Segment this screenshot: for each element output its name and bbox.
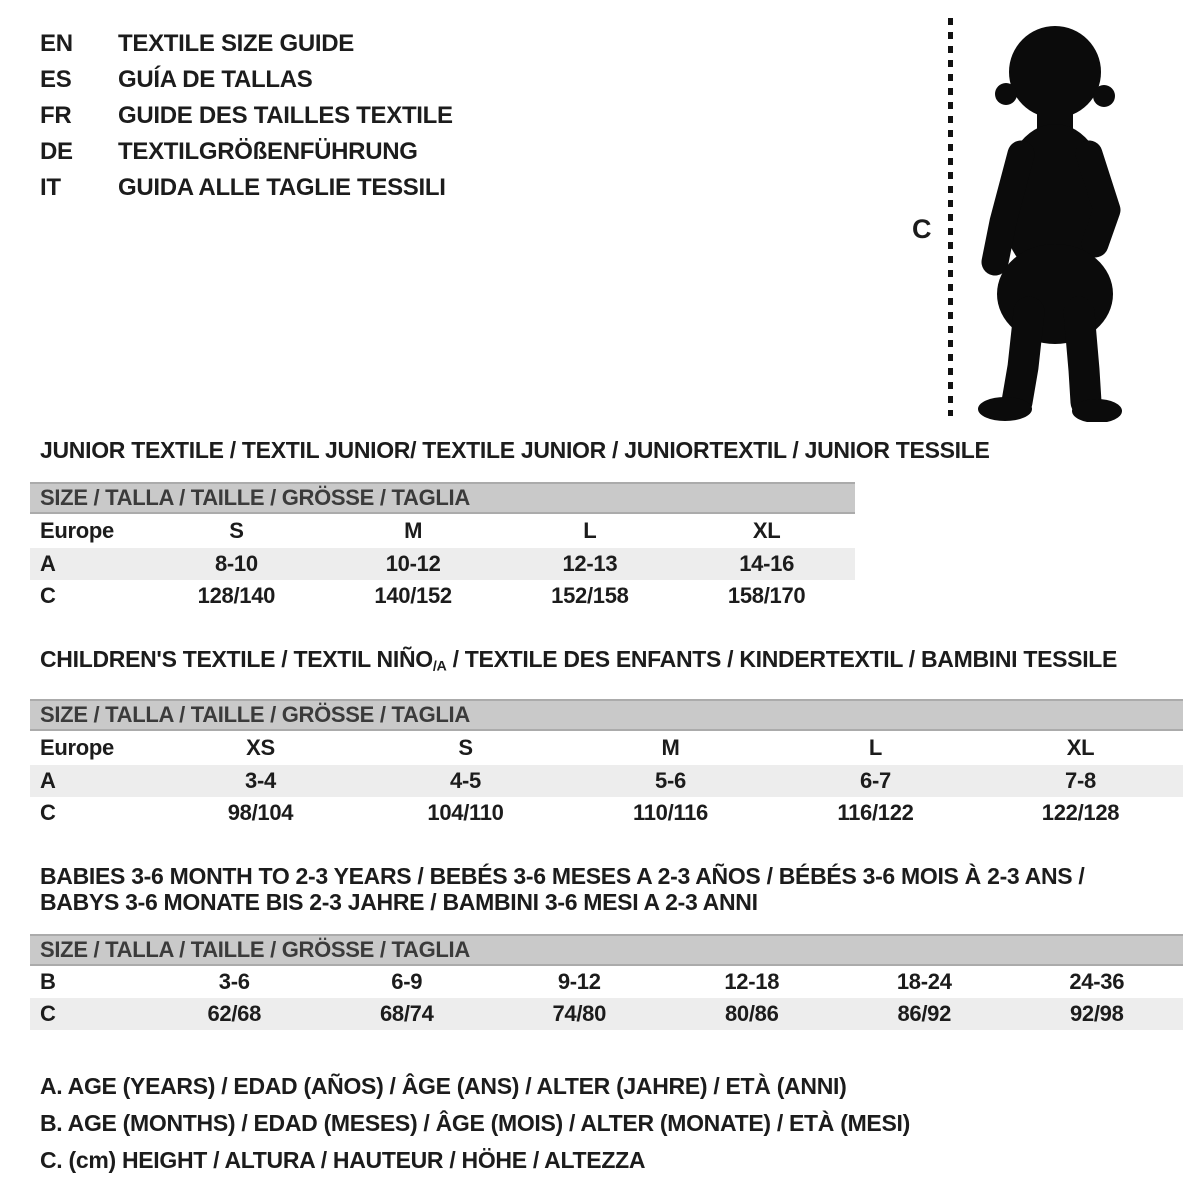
table-cell: 158/170	[727, 583, 806, 608]
table-row	[30, 797, 1183, 829]
language-row-en	[40, 26, 453, 62]
table-cell: 6-9	[391, 968, 423, 994]
table-cell: S	[229, 518, 244, 543]
language-code: IT	[40, 174, 61, 201]
table-row	[30, 548, 855, 580]
language-code: ES	[40, 66, 72, 93]
section-title-line2: BABYS 3-6 MONATE BIS 2-3 JAHRE / BAMBINI 3-6 MESI A 2-3 ANNI	[40, 888, 758, 915]
header	[0, 0, 1200, 430]
table-cell: 128/140	[197, 583, 276, 608]
children-size-table	[30, 699, 1183, 829]
size-bar: SIZE / TALLA / TAILLE / GRÖSSE / TAGLIA	[30, 934, 1183, 966]
table-cell: 92/98	[1069, 1000, 1124, 1026]
table-cell: Europe	[40, 734, 114, 760]
section-title: JUNIOR TEXTILE / TEXTIL JUNIOR/ TEXTILE JUNIOR / JUNIORTEXTIL / JUNIOR TESSILE	[40, 437, 990, 463]
table-cell: 86/92	[897, 1000, 952, 1026]
section-title-line1: BABIES 3-6 MONTH TO 2-3 YEARS / BEBÉS 3-6 MESES A 2-3 AÑOS / BÉBÉS 3-6 MOIS À 2-3 ANS /	[40, 862, 1085, 889]
table-cell: Europe	[40, 518, 114, 543]
junior-size-table	[30, 482, 855, 612]
table-cell: 62/68	[207, 1000, 262, 1026]
section-title-text: / TEXTILE DES ENFANTS / KINDERTEXTIL / BAMBINI TESSILE	[446, 646, 1118, 672]
section-babies-textile	[0, 863, 1200, 1030]
table-cell: 110/116	[633, 799, 708, 825]
table-cell: 140/152	[374, 583, 452, 608]
table-row	[30, 765, 1183, 797]
table-cell: L	[868, 734, 883, 760]
section-title	[40, 646, 1200, 680]
table-cell: S	[458, 734, 473, 760]
table-cell: 7-8	[1065, 767, 1096, 793]
table-cell: 18-24	[896, 968, 952, 994]
section-title-text: CHILDREN'S TEXTILE / TEXTIL NIÑO	[40, 646, 433, 672]
table-cell: XL	[1066, 734, 1095, 760]
table-cell: 5-6	[655, 767, 686, 793]
table-cell: C	[40, 583, 56, 608]
table-cell: A	[40, 551, 56, 576]
table-body	[30, 514, 855, 612]
table-body	[30, 731, 1183, 829]
language-row-fr	[40, 98, 453, 134]
height-dashed-line	[948, 18, 953, 416]
table-cell: 14-16	[739, 551, 795, 576]
table-cell: 152/158	[551, 583, 629, 608]
language-title: GUIDE DES TAILLES TEXTILE	[118, 102, 453, 129]
table-cell: 122/128	[1041, 799, 1120, 825]
table-cell: 3-6	[218, 968, 250, 994]
language-title: TEXTILE SIZE GUIDE	[118, 30, 354, 57]
language-list	[40, 26, 453, 206]
language-title: GUÍA DE TALLAS	[118, 66, 313, 93]
table-row	[30, 580, 855, 612]
table-cell: 74/80	[552, 1000, 607, 1026]
table-cell: 12-13	[562, 551, 618, 576]
table-cell: 4-5	[450, 767, 481, 793]
language-code: FR	[40, 102, 72, 129]
table-cell: 9-12	[557, 968, 601, 994]
table-row	[30, 966, 1183, 998]
table-cell: 10-12	[385, 551, 441, 576]
language-code: DE	[40, 138, 73, 165]
table-cell: 24-36	[1069, 968, 1125, 994]
footnotes	[40, 1068, 1200, 1179]
section-title	[40, 863, 1200, 915]
table-cell: 3-4	[245, 767, 276, 793]
section-childrens-textile	[0, 646, 1200, 829]
language-row-de	[40, 134, 453, 170]
section-junior-textile	[0, 437, 1200, 612]
footnote-b: B. AGE (MONTHS) / EDAD (MESES) / ÂGE (MOIS) / ALTER (MONATE) / ETÀ (MESI)	[40, 1109, 910, 1136]
table-cell: C	[40, 1000, 56, 1026]
table-cell: XL	[752, 518, 781, 543]
table-cell: XS	[246, 734, 275, 760]
table-cell: L	[583, 518, 597, 543]
table-cell: 116/122	[837, 799, 914, 825]
footnote-c: C. (cm) HEIGHT / ALTURA / HAUTEUR / HÖHE / ALTEZZA	[40, 1146, 646, 1173]
table-cell: 104/110	[427, 799, 504, 825]
language-row-es	[40, 62, 453, 98]
footnote-a: A. AGE (YEARS) / EDAD (AÑOS) / ÂGE (ANS) / ALTER (JAHRE) / ETÀ (ANNI)	[40, 1072, 847, 1099]
section-title-subscript: /A	[432, 658, 447, 675]
table-cell: B	[40, 968, 56, 994]
height-measure-figure	[900, 0, 1200, 430]
table-cell: 80/86	[724, 1000, 779, 1026]
table-cell: 6-7	[860, 767, 891, 793]
language-title: GUIDA ALLE TAGLIE TESSILI	[118, 174, 446, 201]
language-code: EN	[40, 30, 73, 57]
table-body	[30, 966, 1183, 1030]
table-cell: M	[404, 518, 423, 543]
size-bar: SIZE / TALLA / TAILLE / GRÖSSE / TAGLIA	[30, 482, 855, 514]
table-cell: 98/104	[227, 799, 294, 825]
size-bar: SIZE / TALLA / TAILLE / GRÖSSE / TAGLIA	[30, 699, 1183, 731]
table-cell: C	[40, 799, 56, 825]
table-row	[30, 731, 1183, 765]
toddler-silhouette-icon	[965, 12, 1145, 422]
table-cell: A	[40, 767, 56, 793]
table-row	[30, 514, 855, 548]
table-cell: 8-10	[214, 551, 258, 576]
table-cell: M	[661, 734, 680, 760]
table-cell: 12-18	[724, 968, 780, 994]
language-row-it	[40, 170, 453, 206]
babies-size-table	[30, 934, 1183, 1030]
table-row	[30, 998, 1183, 1030]
table-cell: 68/74	[379, 1000, 434, 1026]
measure-c-label: C	[912, 214, 932, 244]
language-title: TEXTILGRÖßENFÜHRUNG	[118, 138, 418, 165]
